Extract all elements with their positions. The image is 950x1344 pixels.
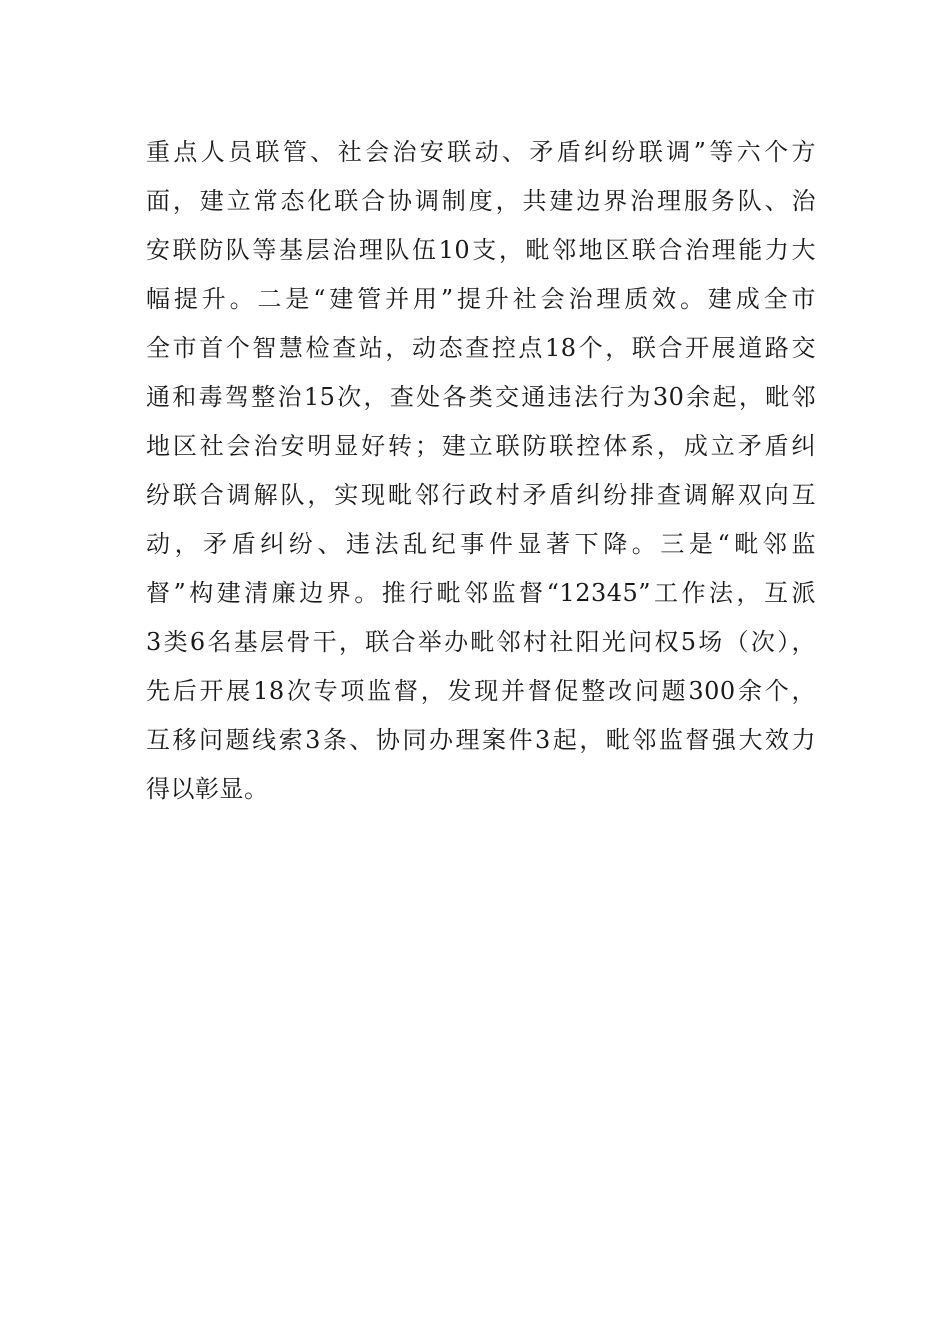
text-line: 纷联合调解队，实现毗邻行政村矛盾纠纷排查调解双向互 (146, 481, 816, 509)
text-line-last: 得以彰显。 (146, 775, 269, 803)
text-line: 幅提升。二是“建管并用”提升社会治理质效。建成全市 (146, 285, 816, 313)
text-line: 先后开展18次专项监督，发现并督促整改问题300余个， (146, 677, 816, 705)
text-line: 3类6名基层骨干，联合举办毗邻村社阳光问权5场（次）， (146, 628, 816, 656)
text-line: 安联防队等基层治理队伍10支，毗邻地区联合治理能力大 (146, 236, 816, 264)
text-line: 全市首个智慧检查站，动态查控点18个，联合开展道路交 (146, 334, 816, 362)
text-line: 重点人员联管、社会治安联动、矛盾纠纷联调”等六个方 (146, 138, 816, 166)
text-line: 动，矛盾纠纷、违法乱纪事件显著下降。三是“毗邻监 (146, 530, 816, 558)
text-line: 通和毒驾整治15次，查处各类交通违法行为30余起，毗邻 (146, 383, 816, 411)
text-line: 督”构建清廉边界。推行毗邻监督“12345”工作法，互派 (146, 579, 816, 607)
text-line: 地区社会治安明显好转；建立联防联控体系，成立矛盾纠 (146, 432, 816, 460)
text-line: 互移问题线索3条、协同办理案件3起，毗邻监督强大效力 (146, 726, 816, 754)
body-paragraph (146, 128, 816, 814)
text-line: 面，建立常态化联合协调制度，共建边界治理服务队、治 (146, 187, 816, 215)
